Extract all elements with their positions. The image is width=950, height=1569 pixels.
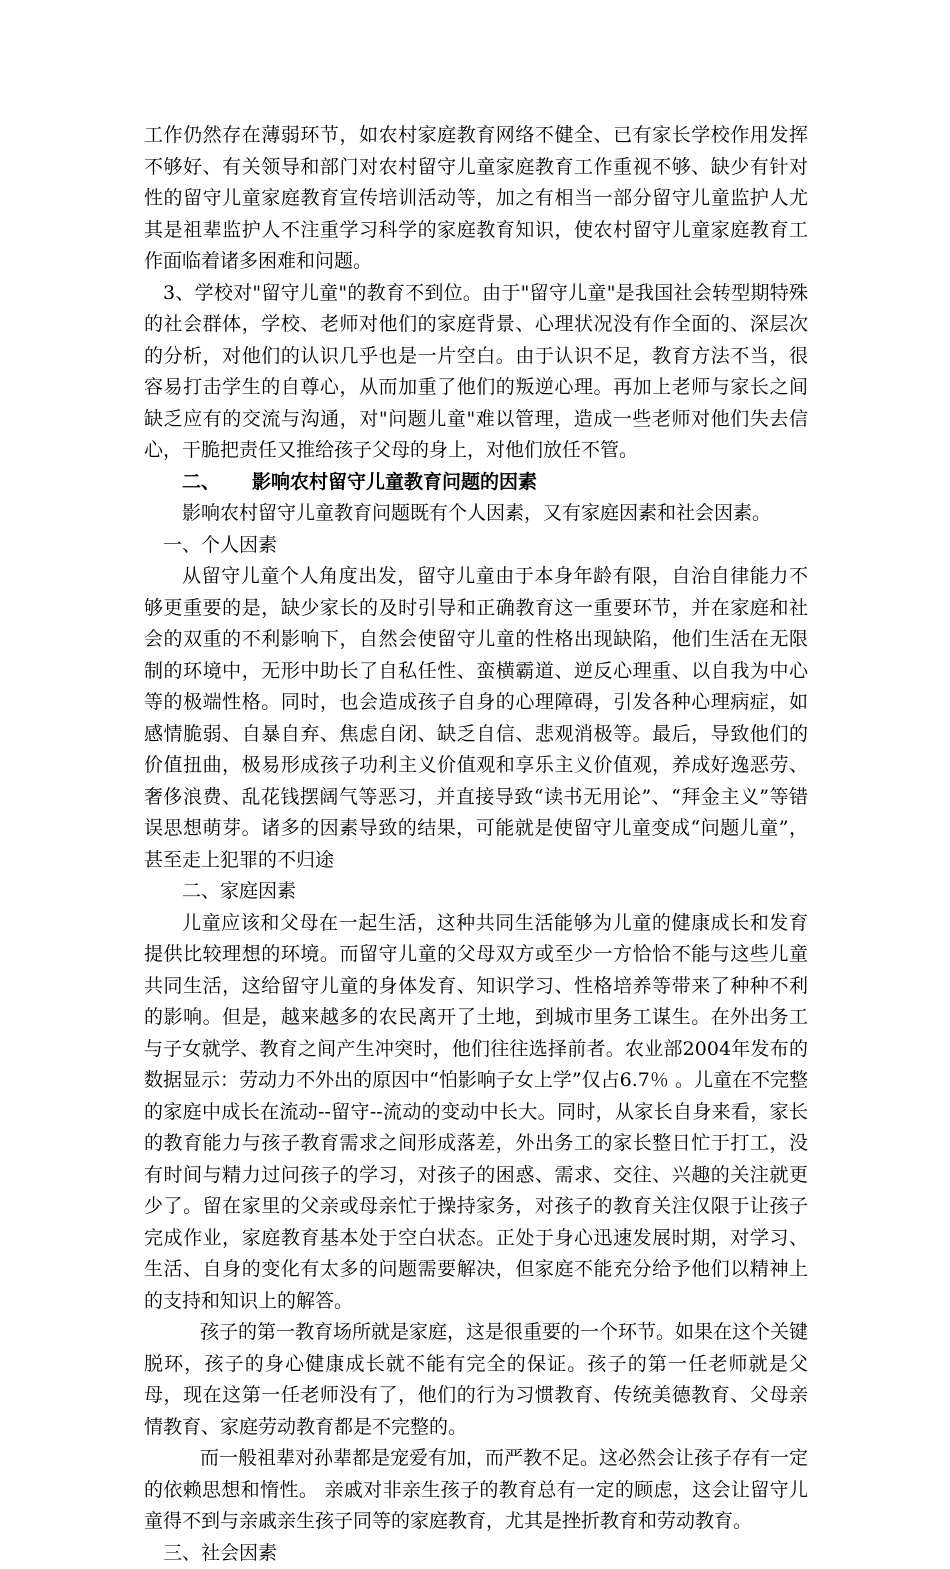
section-heading-text: 影响农村留守儿童教育问题的因素 (252, 471, 537, 493)
paragraph-continuation: 工作仍然存在薄弱环节，如农村家庭教育网络不健全、已有家长学校作用发挥不够好、有关领导和部门对农村留守儿童家庭教育工作重视不够、缺少有针对性的留守儿童家庭教育宣传培训活动等，加之有相当一部分留守儿童监护人尤其是祖辈监护人不注重学习科学的家庭教育知识，使农村留守儿童家庭教育工作面临着诸多困难和问题。 (144, 120, 808, 278)
paragraph-factors-intro: 影响农村留守儿童教育问题既有个人因素，又有家庭因素和社会因素。 (144, 498, 808, 530)
paragraph-personal-factors: 从留守儿童个人角度出发，留守儿童由于本身年龄有限，自治自律能力不够更重要的是，缺少家长的及时引导和正确教育这一重要环节，并在家庭和社会的双重的不利影响下，自然会使留守儿童的性格出现缺陷，他们生活在无限制的环境中，无形中助长了自私任性、蛮横霸道、逆反心理重、以自我为中心等的极端性格。同时，也会造成孩子自身的心理障碍，引发各种心理病症，如感情脆弱、自暴自弃、焦虑自闭、缺乏自信、悲观消极等。最后，导致他们的价值扭曲，极易形成孩子功利主义价值观和享乐主义价值观，养成好逸恶劳、奢侈浪费、乱花钱摆阔气等恶习，并直接导致“读书无用论”、“拜金主义”等错误思想萌芽。诸多的因素导致的结果，可能就是使留守儿童变成“问题儿童”，甚至走上犯罪的不归途 (144, 561, 808, 876)
section-heading-number: 二、 (182, 471, 220, 493)
subheading-personal-factors: 一、个人因素 (144, 530, 808, 562)
document-page (144, 120, 808, 1569)
paragraph-first-education-place: 孩子的第一教育场所就是家庭，这是很重要的一个环节。如果在这个关键脱环，孩子的身心健康成长就不能有完全的保证。孩子的第一任老师就是父母，现在这第一任老师没有了，他们的行为习惯教育、传统美德教育、父母亲情教育、家庭劳动教育都是不完整的。 (144, 1317, 808, 1443)
paragraph-school-education: 3、学校对"留守儿童"的教育不到位。由于"留守儿童"是我国社会转型期特殊的社会群体，学校、老师对他们的家庭背景、心理状况没有作全面的、深层次的分析，对他们的认识几乎也是一片空白。由于认识不足，教育方法不当，很容易打击学生的自尊心，从而加重了他们的叛逆心理。再加上老师与家长之间缺乏应有的交流与沟通，对"问题儿童"难以管理，造成一些老师对他们失去信心，干脆把责任又推给孩子父母的身上，对他们放任不管。 (144, 278, 808, 467)
paragraph-grandparents: 而一般祖辈对孙辈都是宠爱有加，而严教不足。这必然会让孩子存有一定的依赖思想和惰性。 亲戚对非亲生孩子的教育总有一定的顾虑，这会让留守儿童得不到与亲戚亲生孩子同等的家庭教育，尤其是挫折教育和劳动教育。 (144, 1443, 808, 1538)
section-heading-2 (144, 467, 808, 499)
subheading-social-factors: 三、社会因素 (144, 1538, 808, 1569)
paragraph-family-factors: 儿童应该和父母在一起生活，这种共同生活能够为儿童的健康成长和发育提供比较理想的环境。而留守儿童的父母双方或至少一方恰恰不能与这些儿童共同生活，这给留守儿童的身体发育、知识学习、性格培养等带来了种种不利的影响。但是，越来越多的农民离开了土地，到城市里务工谋生。在外出务工与子女就学、教育之间产生冲突时，他们往往选择前者。农业部2004年发布的数据显示：劳动力不外出的原因中“怕影响子女上学”仅占6.7％ 。儿童在不完整的家庭中成长在流动--留守--流动的变动中长大。同时，从家长自身来看，家长的教育能力与孩子教育需求之间形成落差，外出务工的家长整日忙于打工，没有时间与精力过问孩子的学习，对孩子的困惑、需求、交往、兴趣的关注就更少了。留在家里的父亲或母亲忙于操持家务，对孩子的教育关注仅限于让孩子完成作业，家庭教育基本处于空白状态。正处于身心迅速发展时期，对学习、生活、自身的变化有太多的问题需要解决，但家庭不能充分给予他们以精神上的支持和知识上的解答。 (144, 908, 808, 1318)
subheading-family-factors: 二、家庭因素 (144, 876, 808, 908)
